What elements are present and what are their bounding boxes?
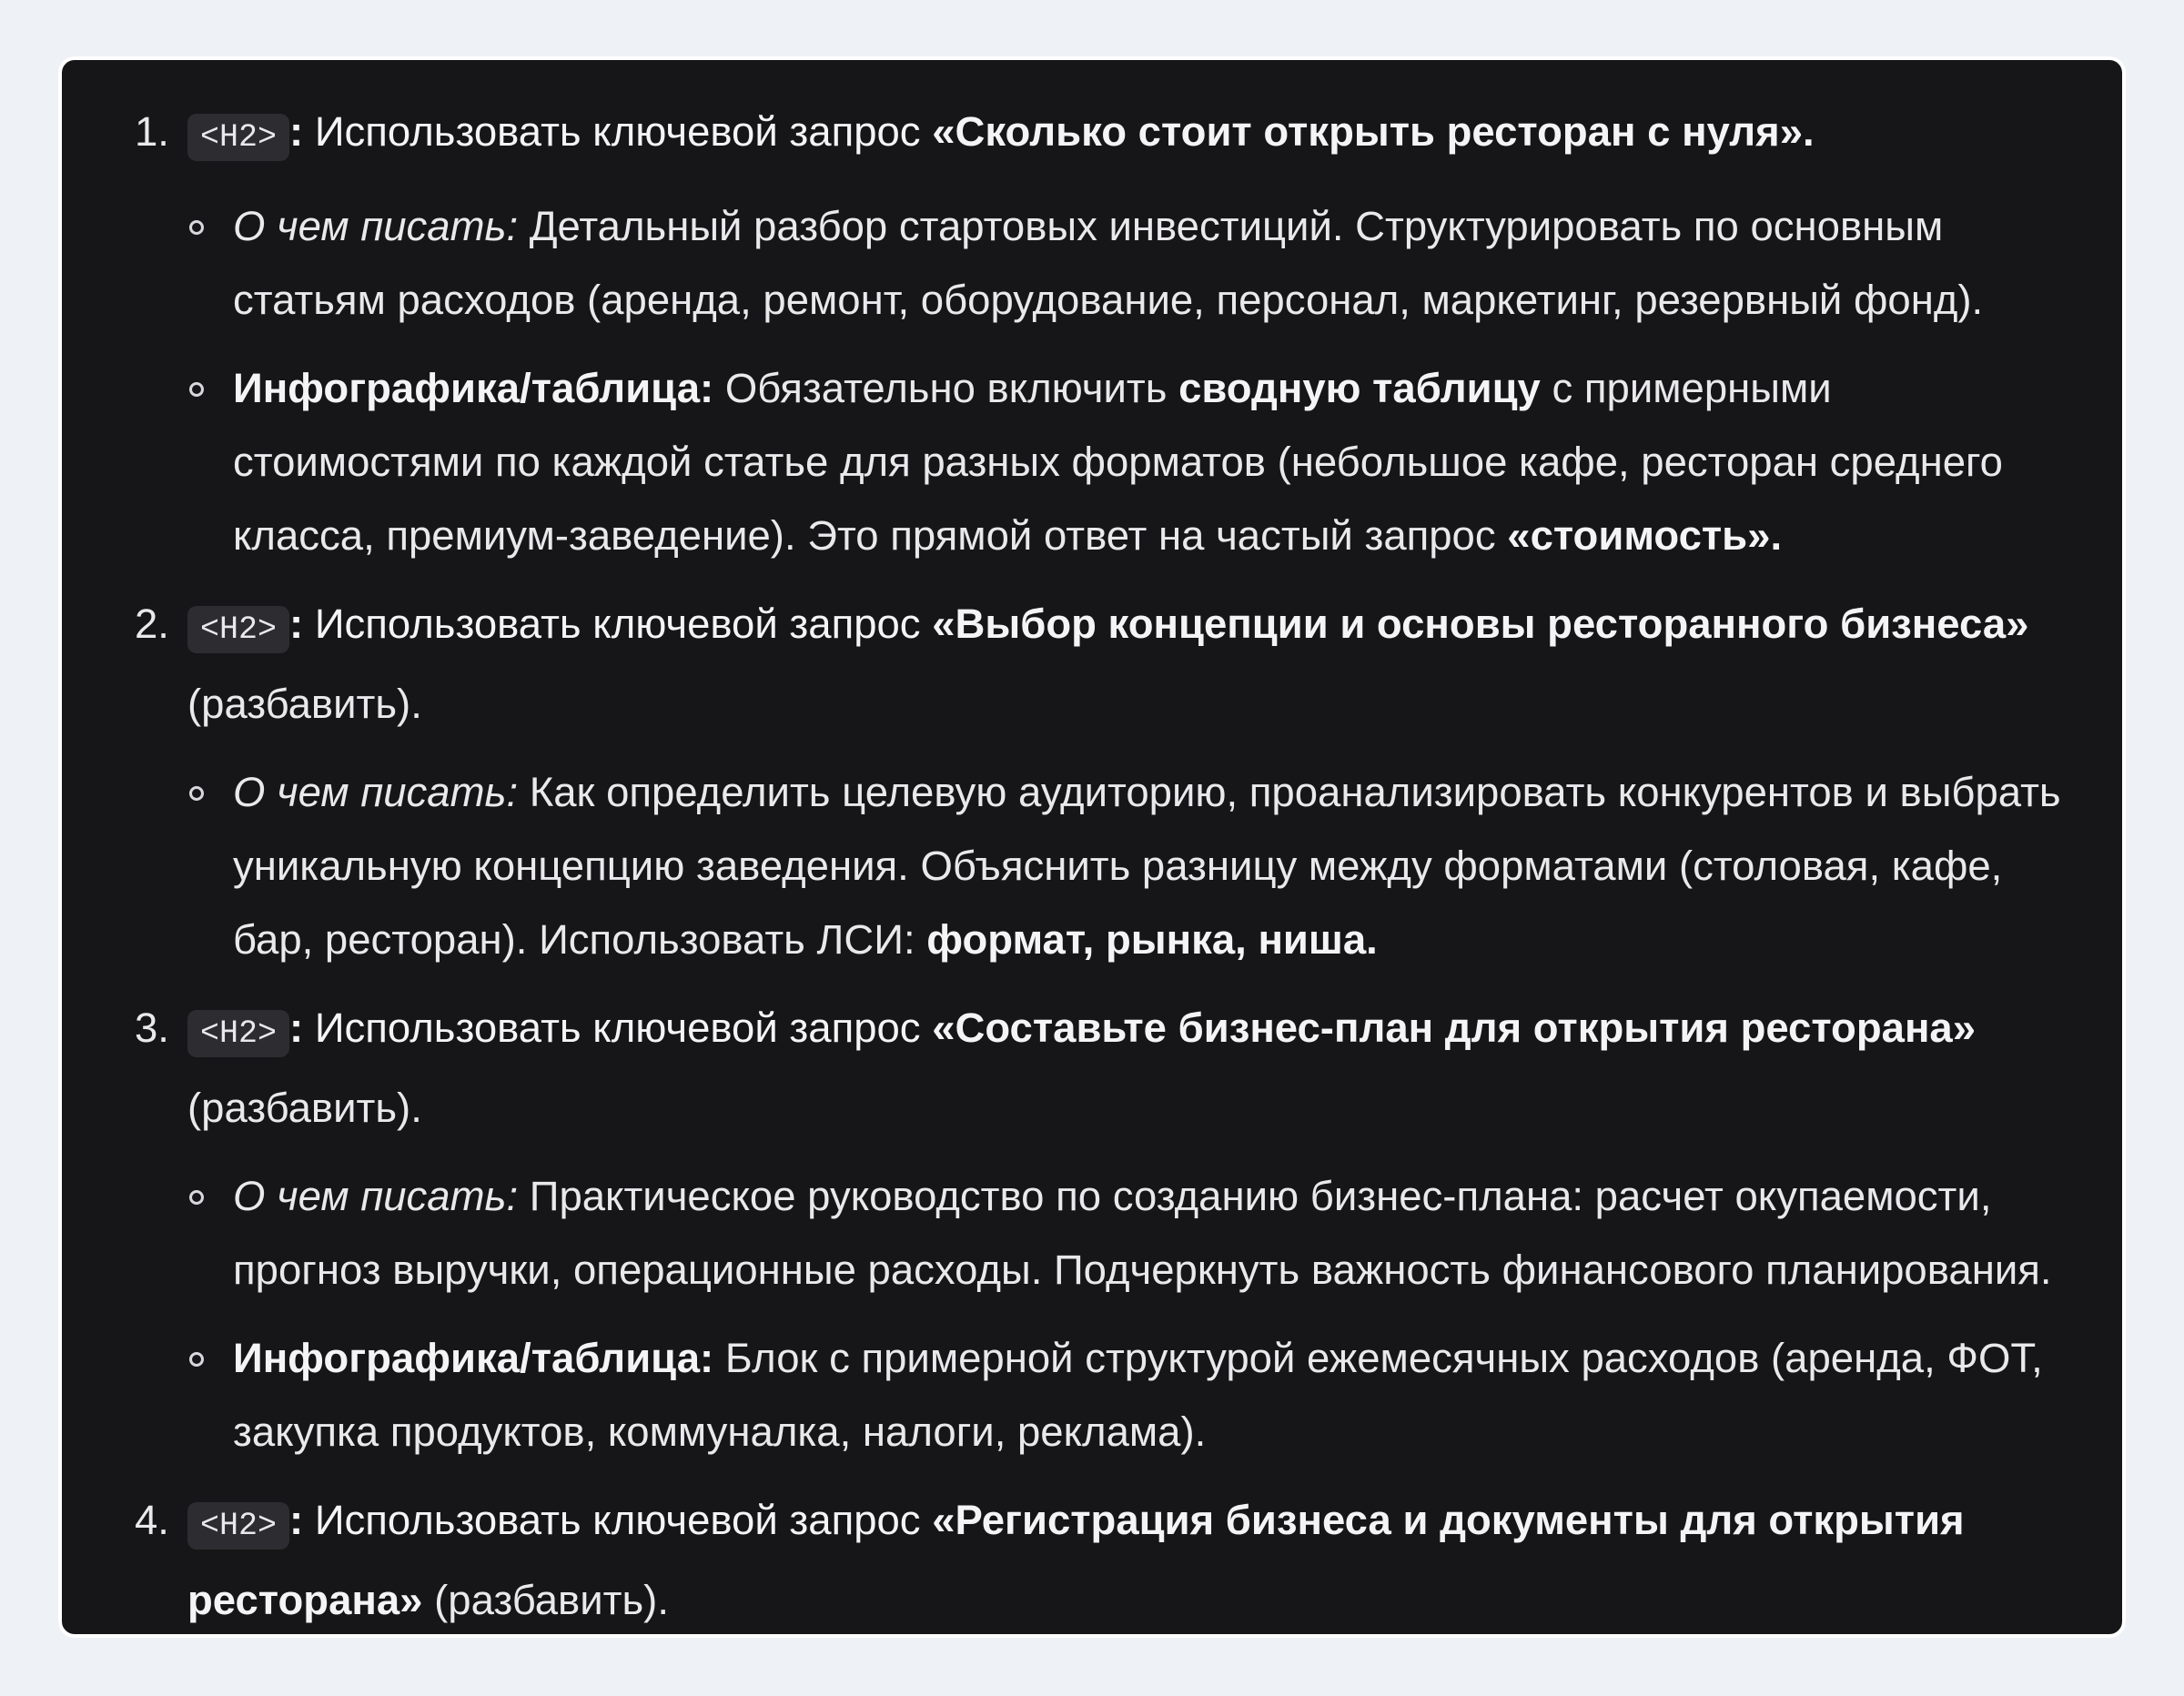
sub-text: . [1366,916,1378,963]
sub-label: Инфографика/таблица: [233,1335,714,1381]
sub-bold-text: сводную таблицу [1178,365,1541,411]
chat-message-card [58,56,2126,1638]
item-lead: : Использовать ключевой запрос [289,108,933,155]
item-keyword: «Выбор концепции и основы ресторанного бизнеса» [932,601,2029,647]
list-number: 2. [135,601,169,647]
item-lead: : Использовать ключевой запрос [289,601,933,647]
sub-text: Практическое руководство по созданию бизнес-плана: расчет окупаемости, прогноз выручки, операционные расходы. Подчеркнуть важность финансового планирования. [233,1173,2052,1293]
sub-bold-text: формат, рынка, ниша [926,916,1367,963]
list-item [98,1483,2086,1637]
sub-list [187,755,2086,976]
inline-code-tag: <H2> [187,1010,289,1057]
sub-list-item [187,1159,2086,1307]
bullet-icon [189,382,204,397]
sub-text: Детальный разбор стартовых инвестиций. Структурировать по основным статьям расходов (аренда, ремонт, оборудование, персонал, маркетинг, резервный фонд). [233,203,1984,323]
item-keyword: «Составьте бизнес-план для открытия ресторана» [932,1004,1977,1051]
bullet-icon [189,786,204,801]
bullet-icon [189,220,204,235]
sub-text: . [1770,512,1783,559]
item-tail: . [1803,108,1815,155]
inline-code-tag: <H2> [187,114,289,161]
inline-code-tag: <H2> [187,1502,289,1550]
sub-label: О чем писать: [233,1173,519,1219]
inline-code-tag: <H2> [187,606,289,653]
sub-label: О чем писать: [233,769,519,815]
item-tail: (разбавить). [187,1085,422,1131]
sub-text: Блок с примерной структурой ежемесячных расходов (аренда, ФОТ, закупка продуктов, коммуналка, налоги, реклама). [233,1335,2043,1455]
item-keyword: «Сколько стоит открыть ресторан с нуля» [932,108,1804,155]
bullet-icon [189,1190,204,1205]
sub-list [187,189,2086,572]
sub-list-item [187,755,2086,976]
list-number: 4. [135,1497,169,1543]
sub-list-item [187,189,2086,337]
item-tail: (разбавить). [187,681,422,727]
sub-list [187,1159,2086,1469]
sub-bold-text: «стоимость» [1507,512,1771,559]
bullet-icon [189,1352,204,1367]
item-lead: : Использовать ключевой запрос [289,1004,933,1051]
sub-label: О чем писать: [233,203,519,249]
item-keyword: «Регистрация бизнеса и документы для открытия ресторана» [187,1497,1965,1623]
sub-label: Инфографика/таблица: [233,365,714,411]
list-number: 3. [135,1004,169,1051]
item-tail: (разбавить). [422,1577,669,1623]
list-item [98,587,2086,976]
list-number: 1. [135,108,169,155]
sub-list-item [187,1321,2086,1469]
item-lead: : Использовать ключевой запрос [289,1497,933,1543]
list-item [98,95,2086,572]
message-content [62,60,2122,1637]
sub-text: Как определить целевую аудиторию, проанализировать конкурентов и выбрать уникальную концепцию заведения. Объяснить разницу между форматами (столовая, кафе, бар, ресторан). Использовать ЛСИ: [233,769,2061,963]
list-item [98,991,2086,1469]
sub-text: Обязательно включить [713,365,1179,411]
sub-text: с примерными стоимостями по каждой статье для разных форматов (небольшое кафе, ресторан среднего класса, премиум-заведение). Это прямой ответ на частый запрос [233,365,2003,559]
sub-list-item [187,351,2086,572]
